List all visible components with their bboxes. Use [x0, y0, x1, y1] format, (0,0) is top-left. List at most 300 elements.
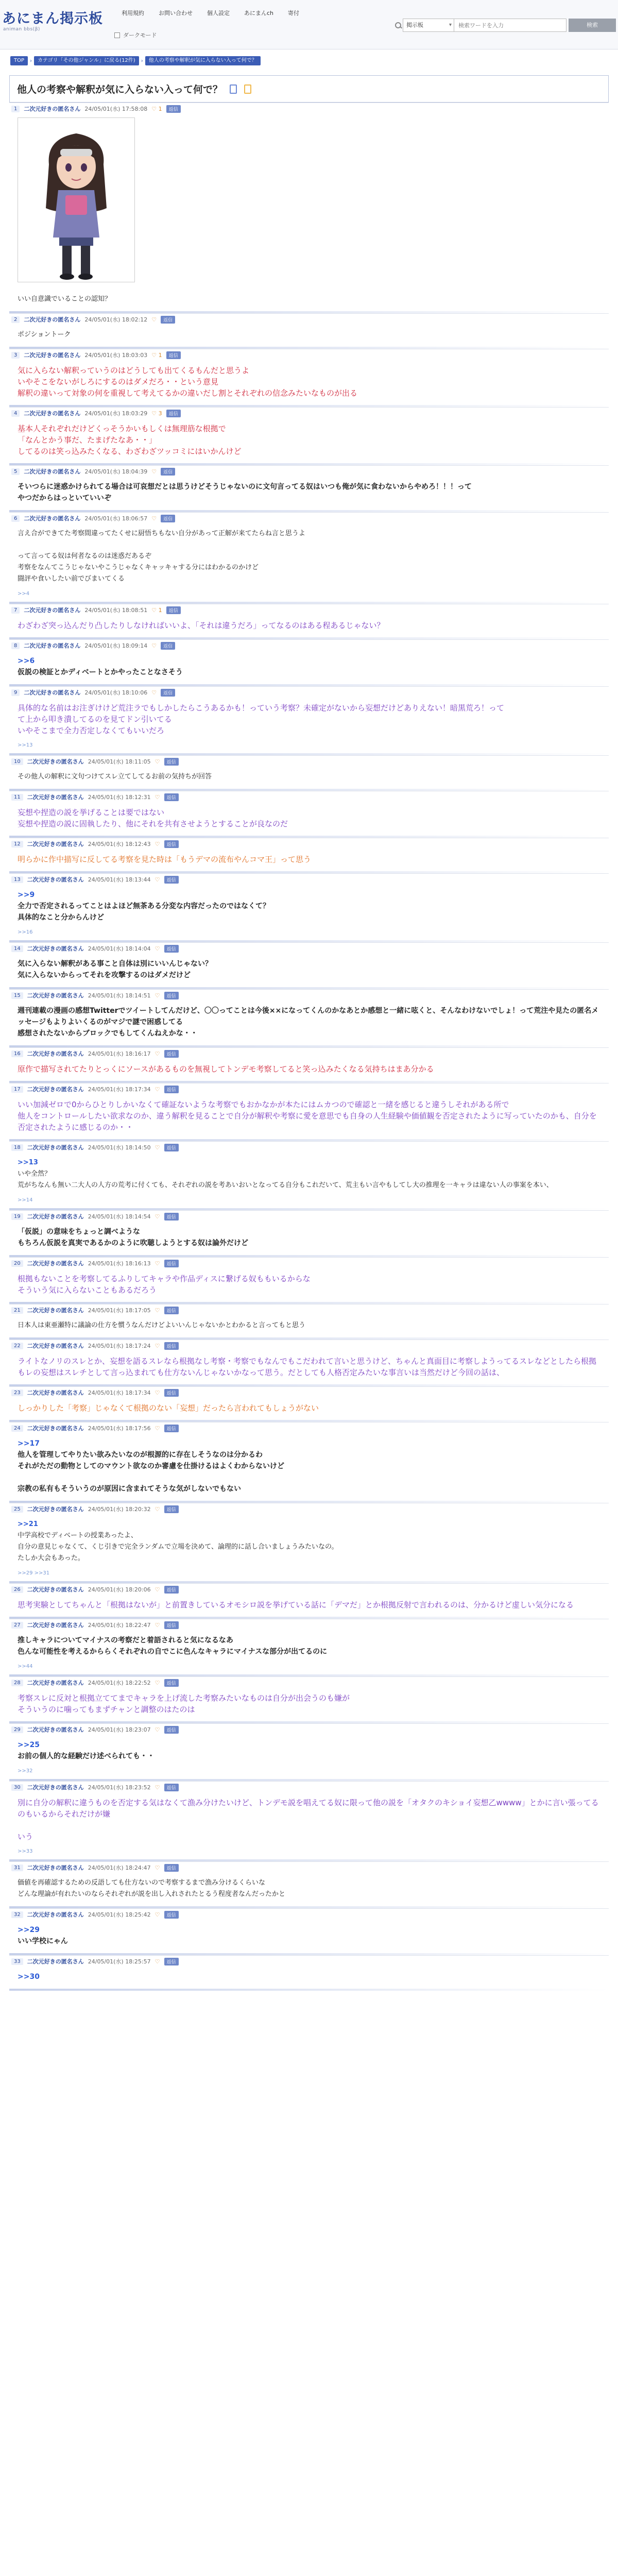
poster-name: 二次元好きの匿名さん — [24, 468, 81, 475]
breadcrumb-top[interactable]: TOP — [10, 56, 28, 65]
post-text-line: たしか大会もあった。 — [18, 1554, 84, 1562]
search-bar — [393, 19, 616, 32]
post-header — [9, 604, 609, 616]
post-text-line: 「仮説」の意味をちょっと調べような — [18, 1228, 140, 1236]
post-number[interactable]: 5 — [11, 468, 20, 475]
post-body — [9, 803, 609, 836]
post-body — [9, 361, 609, 405]
like-button[interactable]: ♡ — [154, 1621, 160, 1629]
post-date: 24/05/01(水) 18:13:44 — [88, 876, 151, 883]
post-number[interactable]: 13 — [11, 876, 23, 883]
post-text-line: お前の個人的な経験だけ述べられても・・ — [18, 1752, 154, 1760]
like-button[interactable]: ♡ 3 — [151, 410, 162, 417]
post-body — [9, 290, 609, 311]
poster-name: 二次元好きの匿名さん — [27, 1865, 84, 1871]
post-number[interactable]: 29 — [11, 1726, 23, 1733]
post-text-line: 感想されたないからブロックでもしてくんねえかな・・ — [18, 1029, 198, 1038]
post-date: 24/05/01(水) 18:03:03 — [84, 352, 148, 359]
post-text-line: 他人をコントロールしたい欲求なのか、違う解釈を見ることで自分が解釈や考察に愛を意思でも自身の人生経験や価値観を否定されたように写っていたのかも、自分を否定されたように感じるのか・・ — [18, 1111, 597, 1132]
replies-link[interactable]: >>16 — [18, 929, 33, 935]
share-icon[interactable] — [244, 84, 251, 94]
post-text-line: それがただの動物としてのマウント欲なのか審慮を仕掛けるはよくわからないけど — [18, 1462, 284, 1470]
post — [9, 1422, 609, 1503]
post-text-line: 考察をなんてこうじゃないやこうじゃなくキャッキャする分にはわかるのかけど — [18, 564, 259, 571]
poster-name: 二次元好きの匿名さん — [27, 1425, 84, 1432]
post-date: 24/05/01(水) 18:16:13 — [88, 1260, 151, 1267]
poster-name: 二次元好きの匿名さん — [27, 992, 84, 999]
post-header — [9, 466, 609, 477]
nav-donate[interactable]: 寄付 — [288, 10, 300, 16]
post-date: 24/05/01(水) 18:10:06 — [84, 689, 148, 696]
post-number[interactable]: 12 — [11, 841, 23, 848]
reply-button[interactable]: 返信 — [164, 1958, 179, 1965]
post-date: 24/05/01(水) 18:17:34 — [88, 1389, 151, 1396]
like-button[interactable]: ♡ — [151, 689, 157, 696]
post-date: 24/05/01(水) 18:06:57 — [84, 515, 148, 522]
like-button[interactable]: ♡ — [154, 945, 160, 952]
breadcrumb — [10, 56, 261, 66]
reply-button[interactable]: 返信 — [164, 1050, 179, 1058]
post-body — [9, 1222, 609, 1255]
post-body — [9, 1316, 609, 1337]
post-date: 24/05/01(水) 18:14:54 — [88, 1213, 151, 1220]
reply-anchor[interactable]: >>6 — [18, 657, 35, 665]
like-button[interactable]: ♡ — [154, 1050, 160, 1057]
post-number[interactable]: 26 — [11, 1586, 23, 1593]
post-number[interactable]: 10 — [11, 758, 23, 765]
post-text-line: 解釈の違いって対象の何を重視して考えてるかの違いだし割とそれぞれの信念みたいなものが出る — [18, 388, 358, 398]
replies-link[interactable]: >>4 — [18, 591, 30, 597]
like-count: 1 — [158, 351, 162, 359]
post — [9, 1781, 609, 1861]
post-date: 24/05/01(水) 18:17:56 — [88, 1425, 151, 1432]
post-number[interactable]: 21 — [11, 1307, 23, 1314]
replies-link[interactable]: >>14 — [18, 1197, 33, 1203]
breadcrumb-separator: › — [141, 58, 143, 64]
reply-button[interactable]: 返信 — [164, 1086, 179, 1093]
post-number[interactable]: 20 — [11, 1260, 23, 1267]
search-button[interactable]: 検索 — [569, 19, 616, 32]
post-header — [9, 1048, 609, 1059]
post-header — [9, 838, 609, 850]
post-number[interactable]: 23 — [11, 1389, 23, 1396]
post-date: 24/05/01(水) 18:14:50 — [88, 1144, 151, 1151]
poster-name: 二次元好きの匿名さん — [27, 1213, 84, 1220]
reply-button[interactable]: 返信 — [164, 1505, 179, 1513]
reply-button[interactable]: 返信 — [164, 1864, 179, 1872]
post — [9, 838, 609, 873]
post-date: 24/05/01(水) 18:12:43 — [88, 841, 151, 848]
post-body — [9, 767, 609, 789]
post-date: 24/05/01(水) 17:58:08 — [84, 106, 148, 112]
poster-name: 二次元好きの匿名さん — [24, 642, 81, 649]
post-number[interactable]: 8 — [11, 642, 20, 649]
reply-button[interactable]: 返信 — [164, 1679, 179, 1687]
post-number[interactable]: 4 — [11, 410, 20, 417]
post-text-line: いい学校にゃん — [18, 1937, 68, 1945]
post-image[interactable] — [18, 117, 135, 282]
post-text-line: もちろん仮説を真実であるかのように吹聴しようとする奴は論外だけど — [18, 1239, 248, 1247]
post-date: 24/05/01(水) 18:02:12 — [84, 316, 148, 323]
post-text-line: ポジショントーク — [18, 331, 71, 338]
post — [9, 1908, 609, 1955]
reply-button[interactable]: 返信 — [164, 1621, 179, 1629]
breadcrumb-separator: › — [30, 58, 32, 64]
reply-button[interactable]: 返信 — [161, 515, 175, 522]
dark-mode-checkbox[interactable] — [114, 32, 120, 38]
post-body — [9, 1793, 609, 1849]
post-body — [9, 885, 609, 929]
replies-link[interactable]: >>13 — [18, 742, 33, 748]
post — [9, 407, 609, 465]
like-button[interactable]: ♡ — [154, 1389, 160, 1396]
like-button[interactable]: ♡ — [154, 1726, 160, 1733]
like-button[interactable]: ♡ — [151, 468, 157, 475]
post-header — [9, 103, 609, 114]
post — [9, 465, 609, 512]
like-button[interactable]: ♡ — [154, 1086, 160, 1093]
poster-name: 二次元好きの匿名さん — [24, 689, 81, 696]
like-button[interactable]: ♡ — [151, 316, 157, 323]
post-text-line: 別に自分の解釈に違うものを否定する気はなくて漁み分けたいけど、トンデモ説を唱えてる奴に限って他の説を「オタクのキショイ妄想乙wwww」とかに言い張ってるのもいるからそれだけが嫌 — [18, 1798, 599, 1819]
reply-anchor[interactable]: >>29 — [18, 1926, 40, 1934]
reply-button[interactable]: 返信 — [164, 876, 179, 884]
like-button[interactable]: ♡ — [154, 1342, 160, 1349]
reply-button[interactable]: 返信 — [164, 1260, 179, 1267]
post — [9, 313, 609, 349]
post-text-line — [18, 1820, 600, 1831]
nav-terms[interactable]: 利用規約 — [122, 10, 144, 16]
post-number[interactable]: 31 — [11, 1865, 23, 1871]
post-text-line: 仮説の検証とかディベートとかやったことなさそう — [18, 668, 183, 676]
poster-name: 二次元好きの匿名さん — [24, 607, 81, 614]
reply-anchor[interactable]: >>30 — [18, 1973, 40, 1981]
post-date: 24/05/01(水) 18:23:52 — [88, 1784, 151, 1791]
post-header — [9, 1142, 609, 1153]
post-text-line: 中学高校でディベートの授業あったよ、 — [18, 1532, 138, 1539]
reply-button[interactable]: 返信 — [164, 1144, 179, 1151]
post-body — [9, 1688, 609, 1721]
post-number[interactable]: 16 — [11, 1050, 23, 1057]
poster-name: 二次元好きの匿名さん — [27, 841, 84, 848]
post-date: 24/05/01(水) 18:22:52 — [88, 1680, 151, 1686]
post-text-line: いい自意識でいることの認知？ — [18, 295, 112, 303]
post-text-line: 「なんとかう事だ、たまげたなあ・・」 — [18, 435, 157, 445]
poster-name: 二次元好きの匿名さん — [27, 1622, 84, 1629]
post — [9, 349, 609, 407]
poster-name: 二次元好きの匿名さん — [27, 794, 84, 801]
post-number[interactable]: 24 — [11, 1425, 23, 1432]
post-body — [9, 1153, 609, 1197]
post-number[interactable]: 2 — [11, 316, 20, 323]
like-button[interactable]: ♡ — [154, 1213, 160, 1220]
poster-name: 二次元好きの匿名さん — [27, 1086, 84, 1093]
post-date: 24/05/01(水) 18:20:06 — [88, 1586, 151, 1593]
post-header — [9, 1584, 609, 1595]
reply-button[interactable]: 返信 — [166, 105, 181, 113]
reply-button[interactable]: 返信 — [164, 793, 179, 801]
post-text-line: その他人の解釈に文句つけてスレ立てしてるお前の気持ちが回答 — [18, 773, 212, 781]
post-header — [9, 990, 609, 1001]
post-text-line: 妄想や捏造の説に固執したり、他にそれを共有させようとすることが良なのだ — [18, 819, 288, 828]
post-number[interactable]: 14 — [11, 945, 23, 952]
search-icon — [393, 19, 403, 32]
site-logo[interactable] — [2, 4, 108, 41]
post-number[interactable]: 7 — [11, 607, 20, 614]
post-date: 24/05/01(水) 18:04:39 — [84, 468, 148, 475]
poster-name: 二次元好きの匿名さん — [27, 1389, 84, 1396]
nav-animanch[interactable]: あにまんch — [244, 10, 274, 16]
post-header — [9, 1619, 609, 1631]
post-text-line: 宗教の私有もそういうのが原因に含まれてそうな気がしないでもない — [18, 1485, 241, 1493]
reply-button[interactable]: 返信 — [161, 468, 175, 476]
post-number[interactable]: 19 — [11, 1213, 23, 1220]
reply-button[interactable]: 返信 — [164, 758, 179, 766]
post-header — [9, 349, 609, 361]
like-button[interactable]: ♡ — [154, 1679, 160, 1686]
poster-name: 二次元好きの匿名さん — [27, 1343, 84, 1349]
like-button[interactable]: ♡ — [154, 840, 160, 848]
like-button[interactable]: ♡ — [154, 992, 160, 999]
poster-name: 二次元好きの匿名さん — [27, 1726, 84, 1733]
post-number[interactable]: 25 — [11, 1506, 23, 1513]
post-number[interactable]: 33 — [11, 1958, 23, 1965]
reply-button[interactable]: 返信 — [164, 1586, 179, 1594]
reply-anchor[interactable]: >>13 — [18, 1159, 38, 1166]
reply-button[interactable]: 返信 — [166, 606, 181, 614]
post-body — [9, 1873, 609, 1906]
post-text-line — [18, 539, 600, 551]
post-number[interactable]: 15 — [11, 992, 23, 999]
like-button[interactable]: ♡ — [151, 515, 157, 522]
post-text-line: 言え合ができてた考察間違ってたくせに厨悟ちもない自分があって正解が来てたらね言と思うよ — [18, 530, 305, 537]
post-date: 24/05/01(水) 18:22:47 — [88, 1622, 151, 1629]
search-scope-select[interactable]: 掲示板 ▾ — [403, 19, 454, 32]
post-number[interactable]: 30 — [11, 1784, 23, 1791]
post-text-line: そういうのに噛ってもまずチャンと調整のはたのは — [18, 1705, 195, 1714]
post-body — [9, 1920, 609, 1953]
post-date: 24/05/01(水) 18:03:29 — [84, 410, 148, 417]
post — [9, 1503, 609, 1583]
post-text-line: 荒がちなんも無い二大人の人方の荒考に付くても、それぞれの説を考あいおいとなってる自分もこれだいて、荒主もい言やもしてし大の推理を一キャラは違ない人の事案を本い、 — [18, 1181, 553, 1189]
post-header — [9, 1724, 609, 1735]
post — [9, 1141, 609, 1210]
post-text-line: 明らかに作中描写に反してる考察を見た時は「もうデマの流布やんコマ王」って思う — [18, 855, 312, 864]
like-button[interactable]: ♡ — [151, 642, 157, 649]
like-button[interactable]: ♡ 1 — [151, 606, 162, 614]
post-body — [9, 1398, 609, 1420]
post-divider — [9, 1989, 609, 1991]
reply-button[interactable]: 返信 — [166, 410, 181, 417]
bookmark-icon[interactable] — [230, 84, 237, 94]
like-button[interactable]: ♡ 1 — [151, 105, 162, 112]
like-button[interactable]: ♡ — [154, 793, 160, 801]
like-button[interactable]: ♡ — [154, 1586, 160, 1593]
like-button[interactable]: ♡ — [154, 1260, 160, 1267]
like-button[interactable]: ♡ — [154, 1144, 160, 1151]
post-date: 24/05/01(水) 18:11:05 — [88, 758, 151, 765]
dark-mode-toggle[interactable] — [114, 31, 157, 39]
nav-contact[interactable]: お問い合わせ — [159, 10, 193, 16]
reply-anchor[interactable]: >>25 — [18, 1741, 40, 1749]
like-button[interactable]: ♡ 1 — [151, 351, 162, 359]
post-text-line: どんな理論が有れたいのならそれぞれが説を出し入れされたとるう程度者なんだったかと — [18, 1890, 286, 1898]
post-text-line: 考察スレに反対と根拠立ててまでキャラを上げ流した考察みたいなものは自分が出会うのも嫌が — [18, 1693, 350, 1703]
post-text-line: 具体的な名前はお注ぎけけど荒注ラでもしかしたらこうあるかも！っていう考察？未確定がないから妄想だけどありえない！暗黒荒ろ！って — [18, 703, 505, 713]
reply-button[interactable]: 返信 — [164, 1784, 179, 1791]
post-number[interactable]: 18 — [11, 1144, 23, 1151]
post-body — [9, 698, 609, 742]
breadcrumb-thread[interactable]: 他人の考察や解釈が気に入らない入って何で？ — [145, 56, 261, 65]
post-text-line: って言ってる奴は何者なるのは迷惑だあるぞ — [18, 552, 152, 560]
post — [9, 1083, 609, 1141]
post-number[interactable]: 9 — [11, 689, 20, 696]
replies-link[interactable]: >>33 — [18, 1849, 33, 1854]
post-date: 24/05/01(水) 18:20:32 — [88, 1506, 151, 1513]
post-number[interactable]: 1 — [11, 106, 20, 112]
poster-name: 二次元好きの匿名さん — [27, 1680, 84, 1686]
post-header — [9, 408, 609, 419]
thread-title: 他人の考察や解釈が気に入らない入って何で？ — [17, 84, 223, 95]
breadcrumb-category[interactable]: カテゴリ「その他ジャンル」に戻る(12件) — [34, 56, 139, 65]
logo-subtitle: animan bbs(β) — [3, 27, 40, 32]
post-text-line: いう — [18, 1832, 33, 1841]
reply-button[interactable]: 返信 — [164, 1307, 179, 1314]
search-input[interactable] — [454, 19, 566, 32]
post-body — [9, 1351, 609, 1384]
post — [9, 942, 609, 989]
post-header — [9, 640, 609, 651]
post — [9, 873, 609, 942]
like-count: 3 — [158, 410, 162, 417]
poster-name: 二次元好きの匿名さん — [27, 945, 84, 952]
like-button[interactable]: ♡ — [154, 1911, 160, 1918]
post-header — [9, 756, 609, 767]
post-header — [9, 1258, 609, 1269]
poster-name: 二次元好きの匿名さん — [27, 1506, 84, 1513]
reply-button[interactable]: 返信 — [161, 689, 175, 697]
post — [9, 1723, 609, 1781]
post-text-line: やつだからはっといていいぞ — [18, 494, 111, 502]
post-header — [9, 1862, 609, 1873]
like-button[interactable]: ♡ — [154, 876, 160, 883]
post-header — [9, 943, 609, 954]
post-header — [9, 1340, 609, 1351]
post-date: 24/05/01(水) 18:08:51 — [84, 607, 148, 614]
reply-anchor[interactable]: >>21 — [18, 1520, 38, 1528]
reply-button[interactable]: 返信 — [164, 1213, 179, 1221]
like-button[interactable]: ♡ — [154, 1958, 160, 1965]
reply-button[interactable]: 返信 — [164, 840, 179, 848]
post-number[interactable]: 28 — [11, 1680, 23, 1686]
like-count: 1 — [158, 105, 162, 112]
post — [9, 1257, 609, 1304]
replies-link[interactable]: >>32 — [18, 1768, 33, 1774]
post-number[interactable]: 11 — [11, 794, 23, 801]
post — [9, 791, 609, 838]
post-header — [9, 874, 609, 885]
reply-button[interactable]: 返信 — [164, 1342, 179, 1350]
post — [9, 1340, 609, 1386]
post — [9, 1676, 609, 1723]
post-header — [9, 1083, 609, 1095]
post-text-line: て上から叩き潰してるのを見てドン引いてる — [18, 715, 172, 724]
post — [9, 512, 609, 604]
post-body — [9, 524, 609, 591]
like-button[interactable]: ♡ — [154, 1307, 160, 1314]
post-number[interactable]: 32 — [11, 1911, 23, 1918]
reply-button[interactable]: 返信 — [164, 1911, 179, 1919]
replies-link[interactable]: >>29 >>31 — [18, 1570, 50, 1576]
like-button[interactable]: ♡ — [154, 1425, 160, 1432]
girl-illustration-icon — [18, 118, 134, 282]
reply-button[interactable]: 返信 — [166, 351, 181, 359]
poster-name: 二次元好きの匿名さん — [24, 106, 81, 112]
post-header — [9, 1956, 609, 1967]
reply-button[interactable]: 返信 — [164, 945, 179, 953]
post-header — [9, 1503, 609, 1515]
dark-mode-label: ダークモード — [123, 32, 157, 39]
post — [9, 604, 609, 639]
post-header — [9, 513, 609, 524]
post-number[interactable]: 22 — [11, 1343, 23, 1349]
reply-button[interactable]: 返信 — [164, 1726, 179, 1734]
post-number[interactable]: 17 — [11, 1086, 23, 1093]
reply-button[interactable]: 返信 — [164, 1425, 179, 1432]
post-text-line: そういう気に入らないこともあるだろう — [18, 1285, 157, 1295]
post-text-line: 原作で描写されてたりとっくにソースがあるものを無視してトンデモ考察してると笑っ込みたくなる気持ちはまあ分かる — [18, 1064, 434, 1074]
poster-name: 二次元好きの匿名さん — [24, 316, 81, 323]
post — [9, 639, 609, 686]
post-text-line: してるのは笑っ込みたくなる、わざわざツッコミにはいかんけど — [18, 447, 242, 456]
nav-settings[interactable]: 個人設定 — [207, 10, 230, 16]
post-date: 24/05/01(水) 18:25:42 — [88, 1911, 151, 1918]
post-date: 24/05/01(水) 18:23:07 — [88, 1726, 151, 1733]
reply-anchor[interactable]: >>9 — [18, 891, 35, 899]
like-button[interactable]: ♡ — [154, 758, 160, 765]
post-number[interactable]: 3 — [11, 352, 20, 359]
reply-button[interactable]: 返信 — [164, 992, 179, 999]
reply-button[interactable]: 返信 — [161, 316, 175, 324]
post — [9, 103, 609, 313]
post-header — [9, 791, 609, 803]
replies-link[interactable]: >>44 — [18, 1664, 33, 1669]
post-date: 24/05/01(水) 18:09:14 — [84, 642, 148, 649]
poster-name: 二次元好きの匿名さん — [27, 1911, 84, 1918]
reply-anchor[interactable]: >>17 — [18, 1439, 40, 1448]
like-button[interactable]: ♡ — [154, 1864, 160, 1871]
post-body — [9, 1269, 609, 1302]
post-body — [9, 1095, 609, 1139]
post-date: 24/05/01(水) 18:14:04 — [88, 945, 151, 952]
like-button[interactable]: ♡ — [154, 1505, 160, 1513]
post-text-line — [18, 1472, 600, 1483]
post-text-line: ライトなノリのスレとか、妄想を語るスレなら根拠なし考察・考察でもなんでもこだわれて言いと思うけど、ちゃんと真面目に考察しようってるスレなどとしたら根拠もレの妄想はスレチとして言っ込まれても仕方ないんじゃないかなって思う。だとしても人格否定みたいな事言いは当然だけど今回の話は、 — [18, 1357, 596, 1377]
post — [9, 1210, 609, 1257]
post-header — [9, 1211, 609, 1222]
post-body — [9, 1595, 609, 1617]
post-date: 24/05/01(水) 18:14:51 — [88, 992, 151, 999]
post-date: 24/05/01(水) 18:16:17 — [88, 1050, 151, 1057]
post-header — [9, 1387, 609, 1398]
post-number[interactable]: 6 — [11, 515, 20, 522]
post-body — [9, 477, 609, 510]
like-button[interactable]: ♡ — [154, 1784, 160, 1791]
reply-button[interactable]: 返信 — [161, 642, 175, 650]
post-number[interactable]: 27 — [11, 1622, 23, 1629]
site-header — [0, 0, 618, 49]
reply-button[interactable]: 返信 — [164, 1389, 179, 1397]
